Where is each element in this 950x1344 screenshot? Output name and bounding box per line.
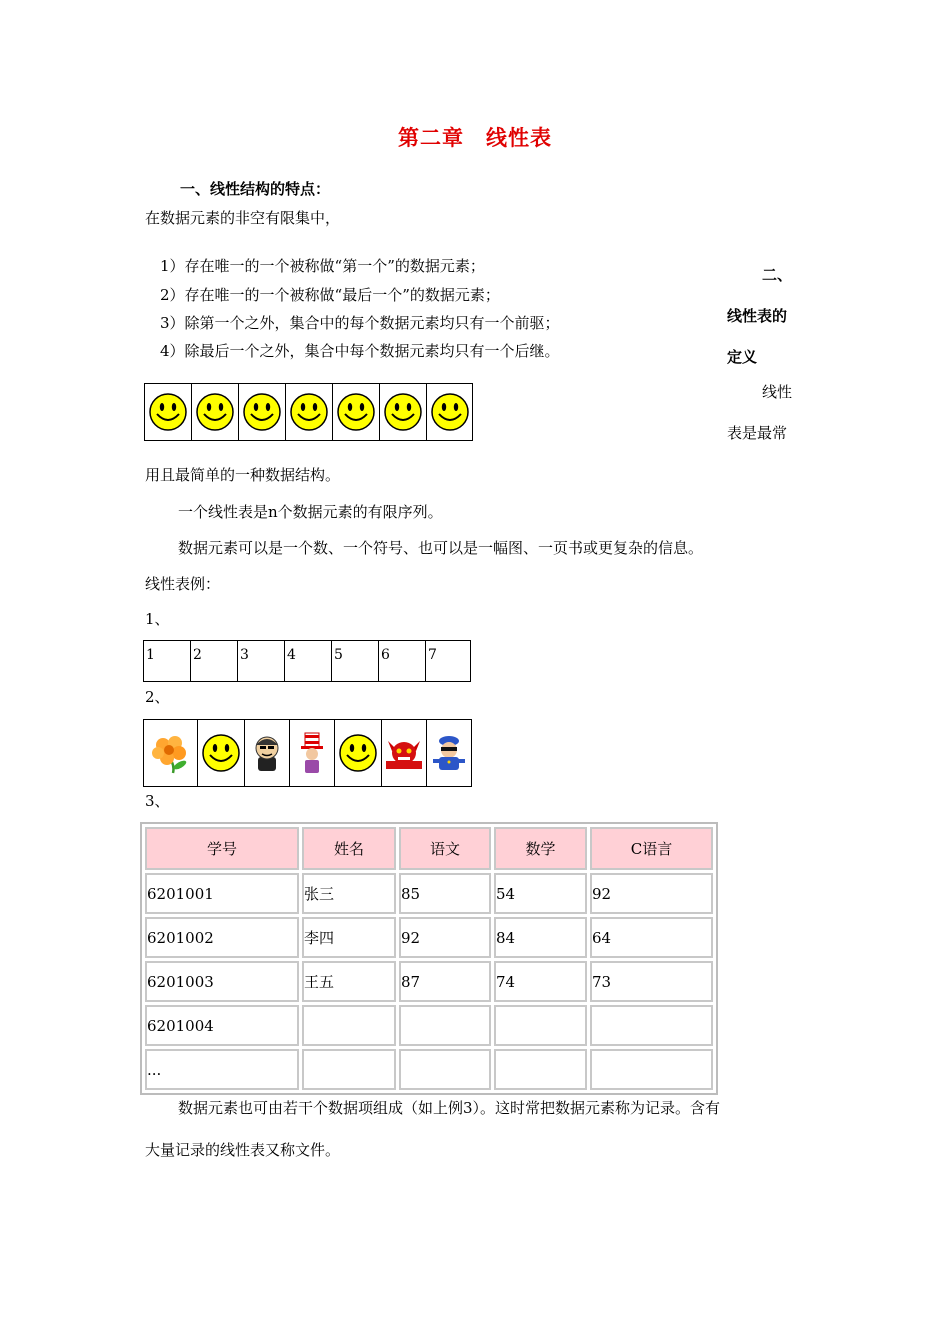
example-label: 2、 xyxy=(145,688,170,706)
column-header: 语文 xyxy=(399,827,491,870)
closing-paragraph: 数据元素也可由若干个数据项组成（如上例3）。这时常把数据元素称为记录。含有 xyxy=(178,1099,721,1117)
table-cell: 李四 xyxy=(302,917,396,958)
icon-list xyxy=(143,719,472,787)
list-cell: 5 xyxy=(332,641,379,681)
smiley-cell xyxy=(192,384,239,440)
table-cell: ... xyxy=(145,1049,299,1090)
smiley-icon xyxy=(195,392,235,432)
table-cell xyxy=(302,1005,396,1046)
smiley-cell xyxy=(239,384,286,440)
icon-cell xyxy=(382,720,427,786)
number-list xyxy=(143,640,471,682)
table-cell: 85 xyxy=(399,873,491,914)
blue-cop-icon xyxy=(429,733,469,773)
grades-table xyxy=(140,822,718,1095)
table-cell xyxy=(590,1005,713,1046)
smiley-icon xyxy=(338,733,378,773)
list-cell: 6 xyxy=(379,641,426,681)
section-heading-number: 二、 xyxy=(762,266,793,284)
definition-paragraph: 数据元素可以是一个数、一个符号、也可以是一幅图、一页书或更复杂的信息。 xyxy=(178,539,704,557)
table-cell: 王五 xyxy=(302,961,396,1002)
smiley-row xyxy=(144,383,473,441)
table-cell xyxy=(399,1005,491,1046)
table-cell xyxy=(494,1005,587,1046)
smiley-icon xyxy=(289,392,329,432)
table-cell: 92 xyxy=(590,873,713,914)
icon-cell xyxy=(290,720,335,786)
table-header-row xyxy=(145,827,713,870)
smiley-cell xyxy=(145,384,192,440)
grades-table-wrapper xyxy=(140,822,718,1095)
table-cell: 92 xyxy=(399,917,491,958)
column-header: 数学 xyxy=(494,827,587,870)
smiley-icon xyxy=(242,392,282,432)
example-label: 3、 xyxy=(145,792,170,810)
side-text: 表是最常 xyxy=(727,424,788,442)
section-heading-definition: 线性表的 xyxy=(727,307,788,325)
list-item: 2）存在唯一的一个被称做“最后一个”的数据元素； xyxy=(160,286,500,304)
red-monster-icon xyxy=(384,733,424,773)
smiley-cell xyxy=(380,384,427,440)
column-header: 学号 xyxy=(145,827,299,870)
table-cell xyxy=(494,1049,587,1090)
list-item: 4）除最后一个之外，集合中每个数据元素均只有一个后继。 xyxy=(160,342,560,360)
icon-cell xyxy=(335,720,382,786)
list-cell: 7 xyxy=(428,647,437,663)
table-cell: 6201002 xyxy=(145,917,299,958)
icon-cell xyxy=(198,720,245,786)
page-title: 第二章 线性表 xyxy=(398,126,552,150)
table-cell xyxy=(590,1049,713,1090)
examples-label: 线性表例： xyxy=(145,575,221,593)
flower-icon xyxy=(149,731,193,775)
table-cell: 6201003 xyxy=(145,961,299,1002)
table-cell: 6201004 xyxy=(145,1005,299,1046)
definition-continued: 用且最简单的一种数据结构。 xyxy=(145,466,341,484)
list-cell: 2 xyxy=(191,641,238,681)
table-cell: 87 xyxy=(399,961,491,1002)
striped-hat-man-icon xyxy=(295,731,329,775)
table-cell xyxy=(302,1049,396,1090)
smiley-cell xyxy=(286,384,333,440)
section-heading-linear-structure: 一、线性结构的特点： xyxy=(180,180,331,198)
smiley-icon xyxy=(148,392,188,432)
intro-text: 在数据元素的非空有限集中， xyxy=(145,209,341,227)
smiley-icon xyxy=(383,392,423,432)
table-cell: 73 xyxy=(590,961,713,1002)
table-row xyxy=(145,873,713,914)
section-heading-definition-end: 定义 xyxy=(727,348,758,366)
table-cell: 6201001 xyxy=(145,873,299,914)
table-row xyxy=(145,1005,713,1046)
table-cell: 74 xyxy=(494,961,587,1002)
table-cell: 张三 xyxy=(302,873,396,914)
table-row xyxy=(145,917,713,958)
table-cell: 84 xyxy=(494,917,587,958)
definition-paragraph: 一个线性表是n个数据元素的有限序列。 xyxy=(178,503,443,521)
list-cell: 3 xyxy=(238,641,285,681)
smiley-cell xyxy=(333,384,380,440)
list-cell: 4 xyxy=(285,641,332,681)
table-row xyxy=(145,1049,713,1090)
icon-cell xyxy=(144,720,198,786)
smiley-cell xyxy=(427,384,472,440)
table-cell: 64 xyxy=(590,917,713,958)
smiley-icon xyxy=(336,392,376,432)
column-header: 姓名 xyxy=(302,827,396,870)
bald-man-icon xyxy=(249,733,285,773)
closing-paragraph: 大量记录的线性表又称文件。 xyxy=(145,1141,341,1159)
icon-cell xyxy=(245,720,290,786)
smiley-icon xyxy=(430,392,470,432)
list-item: 1）存在唯一的一个被称做“第一个”的数据元素； xyxy=(160,257,485,275)
column-header: C语言 xyxy=(590,827,713,870)
table-cell: 54 xyxy=(494,873,587,914)
icon-cell xyxy=(427,720,471,786)
table-cell xyxy=(399,1049,491,1090)
table-row xyxy=(145,961,713,1002)
smiley-icon xyxy=(201,733,241,773)
list-cell: 1 xyxy=(144,641,191,681)
example-label: 1、 xyxy=(145,610,170,628)
side-text: 线性 xyxy=(762,383,793,401)
list-item: 3）除第一个之外，集合中的每个数据元素均只有一个前驱； xyxy=(160,314,560,332)
